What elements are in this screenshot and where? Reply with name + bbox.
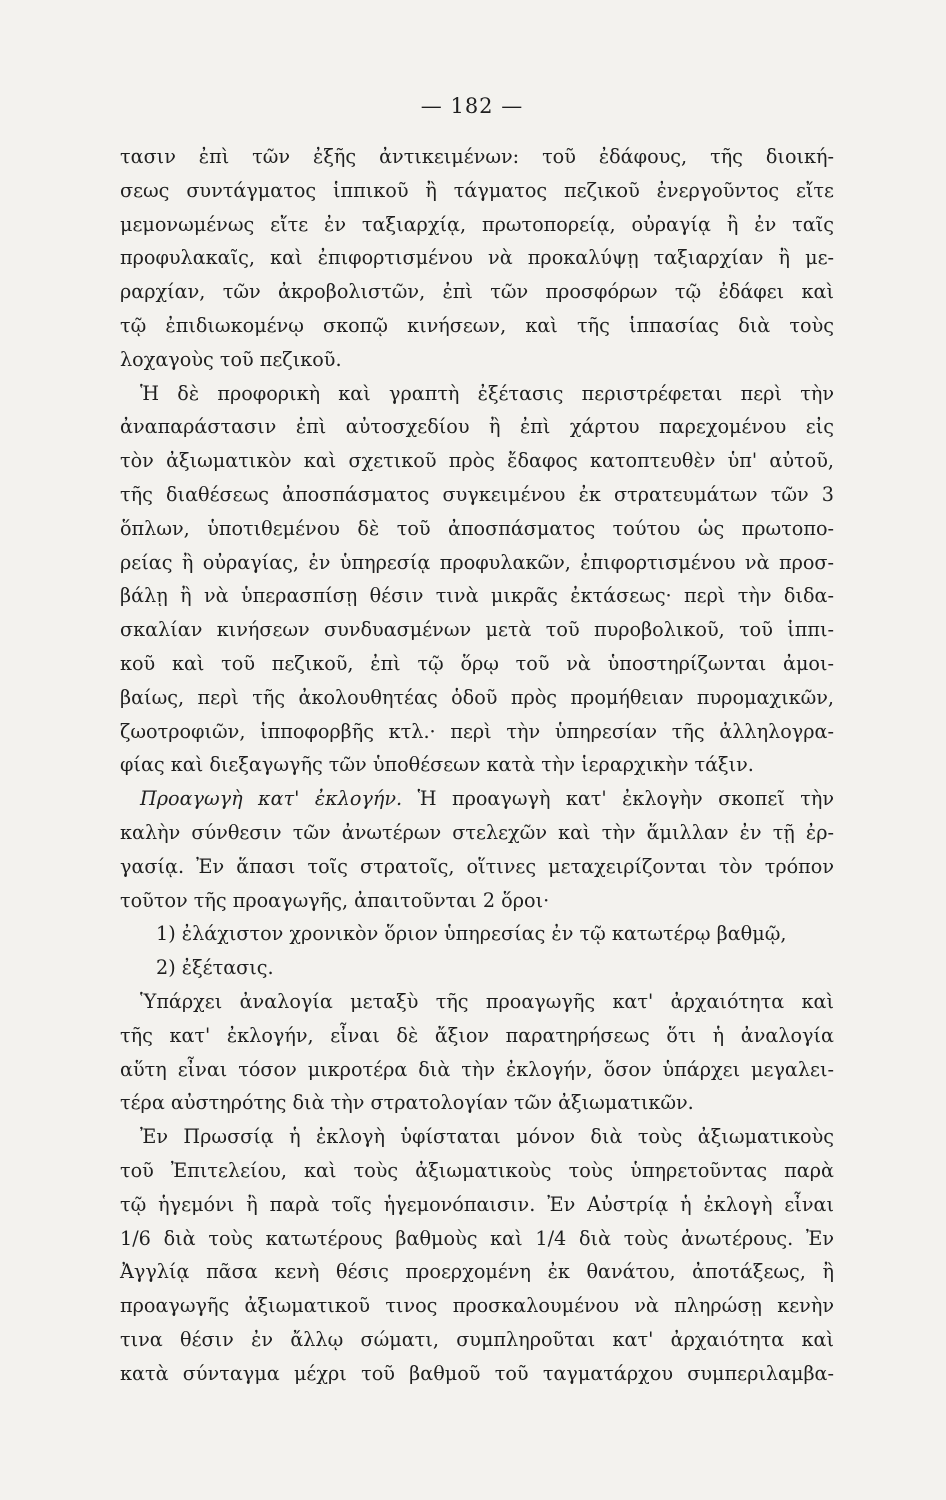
- paragraph-promotion-by-selection: [120, 782, 834, 985]
- body-text: [120, 140, 834, 1390]
- text-line: τῷ ἐπιδιωκομένῳ σκοπῷ κινήσεων, καὶ τῆς ἱππασίας διὰ τοὺς: [120, 313, 834, 337]
- text-line: λοχαγοὺς τοῦ πεζικοῦ.: [120, 347, 342, 371]
- text-fragment: Ἡ προαγωγὴ κατ' ἐκλογὴν σκοπεῖ τὴν: [417, 787, 834, 811]
- text-line: σεως συντάγματος ἱππικοῦ ἢ τάγματος πεζικοῦ ἐνεργοῦντος εἴτε: [120, 178, 834, 202]
- text-line: τοῦτον τῆς προαγωγῆς, ἀπαιτοῦνται 2 ὅροι·: [120, 888, 550, 912]
- text-line: βαίως, περὶ τῆς ἀκολουθητέας ὁδοῦ πρὸς προμήθειαν πυρομαχικῶν,: [120, 685, 834, 709]
- section-heading: Προαγωγὴ κατ' ἐκλογήν.: [140, 787, 403, 811]
- text-line: τῆς κατ' ἐκλογήν, εἶναι δὲ ἄξιον παρατηρήσεως ὅτι ἡ ἀναλογία: [120, 1023, 834, 1047]
- paragraph-proportion: [120, 985, 834, 1120]
- text-line: Ἐν Πρωσσίᾳ ἡ ἐκλογὴ ὑφίσταται μόνον διὰ τοὺς ἀξιωματικοὺς: [140, 1125, 834, 1149]
- text-line: ραρχίαν, τῶν ἀκροβολιστῶν, ἐπὶ τῶν προσφόρων τῷ ἐδάφει καὶ: [120, 280, 834, 304]
- text-line: [120, 782, 834, 816]
- text-line: τασιν ἐπὶ τῶν ἐξῆς ἀντικειμένων: τοῦ ἐδάφους, τῆς διοική-: [120, 145, 834, 168]
- text-line: τῆς διαθέσεως ἀποσπάσματος συγκειμένου ἐκ στρατευμάτων τῶν 3: [120, 482, 834, 506]
- list-item: 1) ἐλάχιστον χρονικὸν ὅριον ὑπηρεσίας ἐν τῷ κατωτέρῳ βαθμῷ,: [156, 922, 787, 946]
- list-item: 2) ἐξέτασις.: [156, 956, 274, 980]
- text-line: προφυλακαῖς, καὶ ἐπιφορτισμένου νὰ προκαλύψῃ ταξιαρχίαν ἢ με-: [120, 246, 834, 270]
- text-line: τέρα αὐστηρότης διὰ τὴν στρατολογίαν τῶν ἀξιωματικῶν.: [120, 1091, 694, 1115]
- page-number: — 182 —: [420, 94, 524, 118]
- text-line: Ὑπάρχει ἀναλογία μεταξὺ τῆς προαγωγῆς κατ' ἀρχαιότητα καὶ: [140, 989, 834, 1013]
- text-line: τινα θέσιν ἐν ἄλλῳ σώματι, συμπληροῦται κατ' ἀρχαιότητα καὶ: [120, 1327, 834, 1351]
- paragraph-oral-written-exam: [120, 377, 834, 783]
- text-line: 1/6 διὰ τοὺς κατωτέρους βαθμοὺς καὶ 1/4 διὰ τοὺς ἀνωτέρους. Ἐν: [120, 1226, 834, 1250]
- text-line: προαγωγῆς ἀξιωματικοῦ τινος προσκαλουμένου νὰ πληρώσῃ κενὴν: [120, 1294, 834, 1318]
- text-line: τοῦ Ἐπιτελείου, καὶ τοὺς ἀξιωματικοὺς τοὺς ὑπηρετοῦντας παρὰ: [120, 1158, 834, 1182]
- text-line: Ἀγγλίᾳ πᾶσα κενὴ θέσις προερχομένη ἐκ θανάτου, ἀποτάξεως, ἢ: [120, 1260, 834, 1284]
- text-line: καλὴν σύνθεσιν τῶν ἀνωτέρων στελεχῶν καὶ τὴν ἅμιλλαν ἐν τῇ ἐρ-: [120, 820, 834, 844]
- text-line: φίας καὶ διεξαγωγῆς τῶν ὑποθέσεων κατὰ τὴν ἱεραρχικὴν τάξιν.: [120, 753, 754, 777]
- text-line: ζωοτροφιῶν, ἱπποφορβῆς κτλ.· περὶ τὴν ὑπηρεσίαν τῆς ἀλληλογρα-: [120, 719, 834, 743]
- text-line: γασίᾳ. Ἐν ἅπασι τοῖς στρατοῖς, οἵτινες μεταχειρίζονται τὸν τρόπον: [120, 854, 834, 878]
- text-line: κατὰ σύνταγμα μέχρι τοῦ βαθμοῦ τοῦ ταγματάρχου συμπεριλαμβα-: [120, 1361, 834, 1385]
- text-line: ρείας ἢ οὐραγίας, ἐν ὑπηρεσίᾳ προφυλακῶν, ἐπιφορτισμένου νὰ προσ-: [120, 550, 834, 574]
- text-line: τῷ ἡγεμόνι ἢ παρὰ τοῖς ἡγεμονόπαισιν. Ἐν Αὐστρίᾳ ἡ ἐκλογὴ εἶναι: [120, 1192, 834, 1216]
- text-line: σκαλίαν κινήσεων συνδυασμένων μετὰ τοῦ πυροβολικοῦ, τοῦ ἱππι-: [120, 618, 834, 642]
- text-line: Ἡ δὲ προφορικὴ καὶ γραπτὴ ἐξέτασις περιστρέφεται περὶ τὴν: [140, 381, 834, 405]
- text-line: βάλῃ ἢ νὰ ὑπερασπίσῃ θέσιν τινὰ μικρᾶς ἐκτάσεως· περὶ τὴν διδα-: [120, 584, 834, 608]
- paragraph-exam-subjects-continued: [120, 140, 834, 377]
- paragraph-prussia-austria-england: [120, 1120, 834, 1390]
- text-line: αὕτη εἶναι τόσον μικροτέρα διὰ τὴν ἐκλογήν, ὅσον ὑπάρχει μεγαλει-: [120, 1057, 834, 1081]
- text-line: κοῦ καὶ τοῦ πεζικοῦ, ἐπὶ τῷ ὅρῳ τοῦ νὰ ὑποστηρίζωνται ἀμοι-: [120, 651, 834, 675]
- text-line: ἀναπαράστασιν ἐπὶ αὐτοσχεδίου ἢ ἐπὶ χάρτου παρεχομένου εἰς: [120, 415, 834, 439]
- text-line: τὸν ἀξιωματικὸν καὶ σχετικοῦ πρὸς ἔδαφος κατοπτευθὲν ὑπ' αὐτοῦ,: [120, 449, 834, 473]
- text-line: μεμονωμένως εἴτε ἐν ταξιαρχίᾳ, πρωτοπορείᾳ, οὐραγίᾳ ἢ ἐν ταῖς: [120, 212, 834, 236]
- text-line: ὅπλων, ὑποτιθεμένου δὲ τοῦ ἀποσπάσματος τούτου ὡς πρωτοπο-: [120, 516, 834, 540]
